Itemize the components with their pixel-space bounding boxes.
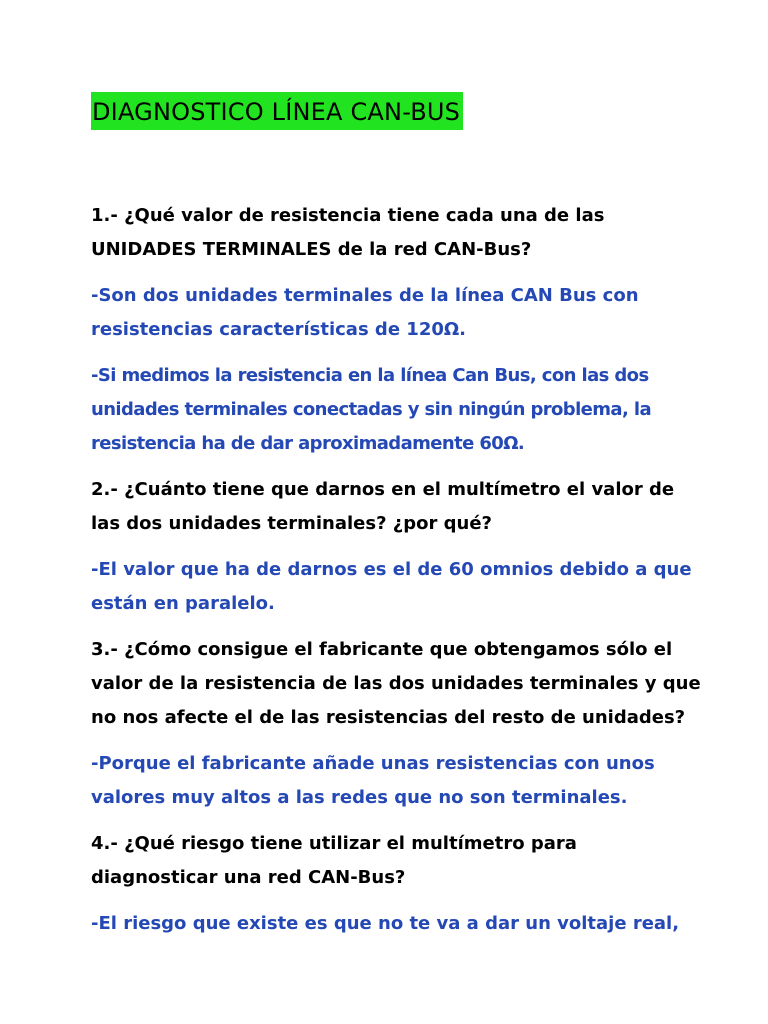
answer-1b: -Si medimos la resistencia en la línea Can Bus, con las dos unidades terminales conectadas y sin ningún problema, la resistencia ha de dar aproximadamente 60Ω. — [91, 365, 651, 454]
question-3: 3.- ¿Cómo consigue el fabricante que obtengamos sólo el valor de la resistencia de las dos unidades terminales y que no nos afecte el de las resistencias del resto de unidades? — [91, 639, 701, 728]
question-4: 4.- ¿Qué riesgo tiene utilizar el multímetro para diagnosticar una red CAN-Bus? — [91, 833, 577, 888]
question-1: 1.- ¿Qué valor de resistencia tiene cada una de las UNIDADES TERMINALES de la red CAN-Bus? — [91, 205, 605, 260]
answer-2: -El valor que ha de darnos es el de 60 omnios debido a que están en paralelo. — [91, 559, 692, 614]
title-wrapper — [91, 92, 728, 133]
question-2: 2.- ¿Cuánto tiene que darnos en el multímetro el valor de las dos unidades terminales? ¿por qué? — [91, 479, 675, 534]
answer-3: -Porque el fabricante añade unas resistencias con unos valores muy altos a las redes que no son terminales. — [91, 753, 655, 808]
answer-4: -El riesgo que existe es que no te va a dar un voltaje real, — [91, 913, 680, 934]
document-title: DIAGNOSTICO LÍNEA CAN-BUS — [91, 92, 463, 130]
answer-1a: -Son dos unidades terminales de la línea CAN Bus con resistencias características de 120Ω. — [91, 285, 639, 340]
